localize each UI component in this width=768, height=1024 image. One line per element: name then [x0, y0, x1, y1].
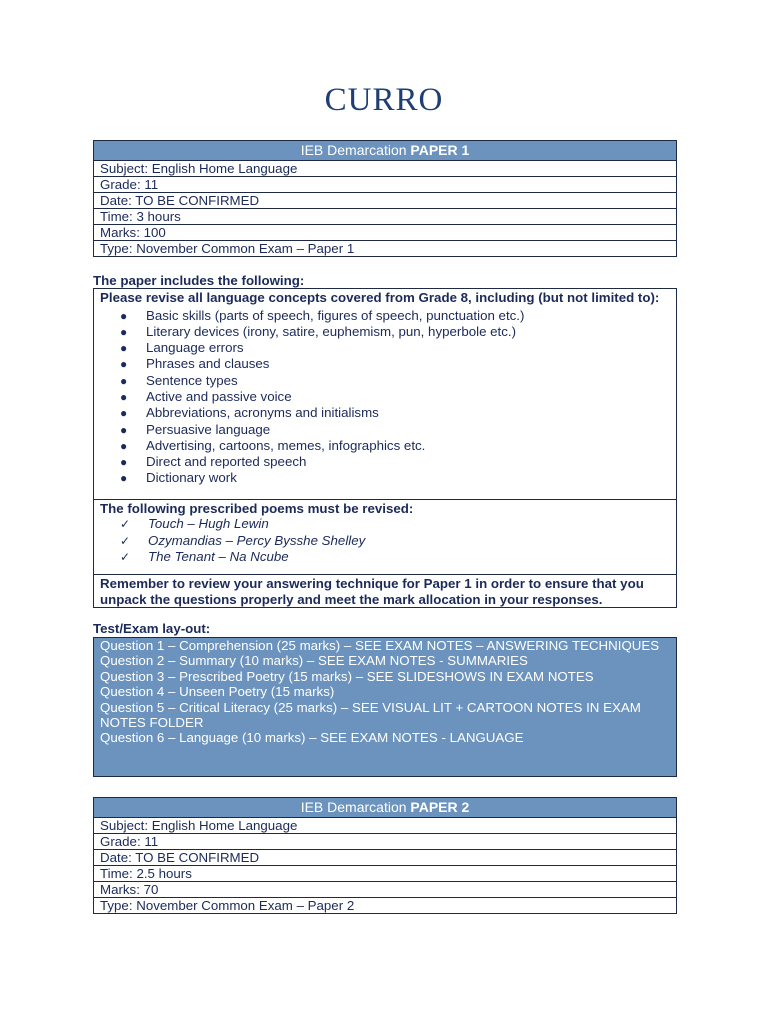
paper2-date: Date: TO BE CONFIRMED — [94, 850, 676, 866]
paper2-header-bold: PAPER 2 — [410, 799, 470, 815]
concepts-section — [94, 289, 676, 500]
bullet-icon: ● — [120, 389, 128, 404]
list-item: ● Active and passive voice — [120, 388, 292, 404]
list-item: ● Literary devices (irony, satire, euphemism, pun, hyperbole etc.) — [120, 323, 517, 339]
check-icon: ✓ — [120, 517, 131, 531]
list-item: ● Sentence types — [120, 372, 238, 388]
list-item: ● Phrases and clauses — [120, 356, 270, 372]
paper2-type: Type: November Common Exam – Paper 2 — [100, 898, 355, 913]
bullet-icon: ● — [120, 471, 128, 486]
includes-label: The paper includes the following: — [93, 273, 305, 288]
reminder-text: Remember to review your answering technique for Paper 1 in order to ensure that you unpack the questions properly and meet the mark allocation in your responses. — [100, 576, 644, 607]
layout-item-q1: Question 1 – Comprehension (25 marks) – SEE EXAM NOTES – ANSWERING TECHNIQUES — [100, 638, 660, 653]
bullet-icon: ● — [120, 308, 128, 323]
exam-layout-box — [93, 637, 677, 777]
list-item: ● Advertising, cartoons, memes, infographics etc. — [120, 437, 426, 453]
list-item: ● Language errors — [120, 340, 244, 356]
paper1-header — [94, 141, 676, 161]
layout-item-q6: Question 6 – Language (10 marks) – SEE EXAM NOTES - LANGUAGE — [100, 730, 524, 746]
paper2-header — [94, 798, 676, 818]
paper2-subject: Subject: English Home Language — [94, 818, 676, 834]
paper1-grade: Grade: 11 — [94, 177, 676, 193]
bullet-icon: ● — [120, 341, 128, 356]
layout-item-q2: Question 2 – Summary (10 marks) – SEE EXAM NOTES - SUMMARIES — [100, 653, 528, 669]
paper2-grade: Grade: 11 — [94, 834, 676, 850]
list-item: ✓ Touch – Hugh Lewin — [120, 516, 269, 531]
paper1-header-bold: PAPER 1 — [410, 142, 470, 158]
paper1-header-prefix: IEB Demarcation — [300, 142, 407, 158]
curro-logo: CURRO — [324, 82, 444, 118]
list-item: ● Persuasive language — [120, 421, 271, 437]
bullet-icon: ● — [120, 324, 128, 339]
content-box — [93, 288, 677, 608]
poems-section — [94, 500, 676, 575]
bullet-icon: ● — [120, 406, 128, 421]
layout-item-q4: Question 4 – Unseen Poetry (15 marks) — [100, 684, 335, 700]
paper1-subject: Subject: English Home Language — [94, 161, 676, 177]
paper2-table — [93, 797, 677, 914]
bullet-icon: ● — [120, 357, 128, 372]
paper1-table — [93, 140, 677, 257]
revise-intro: Please revise all language concepts covered from Grade 8, including (but not limited to): — [100, 290, 660, 305]
list-item: ● Basic skills (parts of speech, figures of speech, punctuation etc.) — [120, 307, 525, 323]
paper1-marks: Marks: 100 — [94, 225, 676, 241]
paper1-date: Date: TO BE CONFIRMED — [94, 193, 676, 209]
check-icon: ✓ — [120, 550, 131, 564]
poems-list — [100, 516, 670, 566]
layout-item-q3: Question 3 – Prescribed Poetry (15 marks) – SEE SLIDESHOWS IN EXAM NOTES — [100, 668, 594, 684]
bullet-icon: ● — [120, 422, 128, 437]
list-item: ● Dictionary work — [120, 470, 237, 486]
layout-label: Test/Exam lay-out: — [93, 621, 211, 636]
paper2-time: Time: 2.5 hours — [94, 866, 676, 882]
concepts-list — [100, 308, 670, 487]
poems-intro: The following prescribed poems must be revised: — [100, 501, 414, 516]
bullet-icon: ● — [120, 438, 128, 453]
paper2-marks: Marks: 70 — [94, 882, 676, 898]
list-item: ● Abbreviations, acronyms and initialisms — [120, 405, 379, 421]
list-item: ✓ The Tenant – Na Ncube — [120, 549, 289, 564]
paper1-time: Time: 3 hours — [94, 209, 676, 225]
paper2-header-prefix: IEB Demarcation — [300, 799, 407, 815]
bullet-icon: ● — [120, 373, 128, 388]
list-item: ● Direct and reported speech — [120, 454, 307, 470]
layout-item-q5: Question 5 – Critical Literacy (25 marks) – SEE VISUAL LIT + CARTOON NOTES IN EXAM NOTES FOLDER — [100, 699, 641, 731]
paper1-type: Type: November Common Exam – Paper 1 — [100, 241, 355, 256]
list-item: ✓ Ozymandias – Percy Bysshe Shelley — [120, 532, 366, 548]
check-icon: ✓ — [120, 533, 131, 548]
reminder-section — [94, 575, 676, 607]
bullet-icon: ● — [120, 455, 128, 470]
